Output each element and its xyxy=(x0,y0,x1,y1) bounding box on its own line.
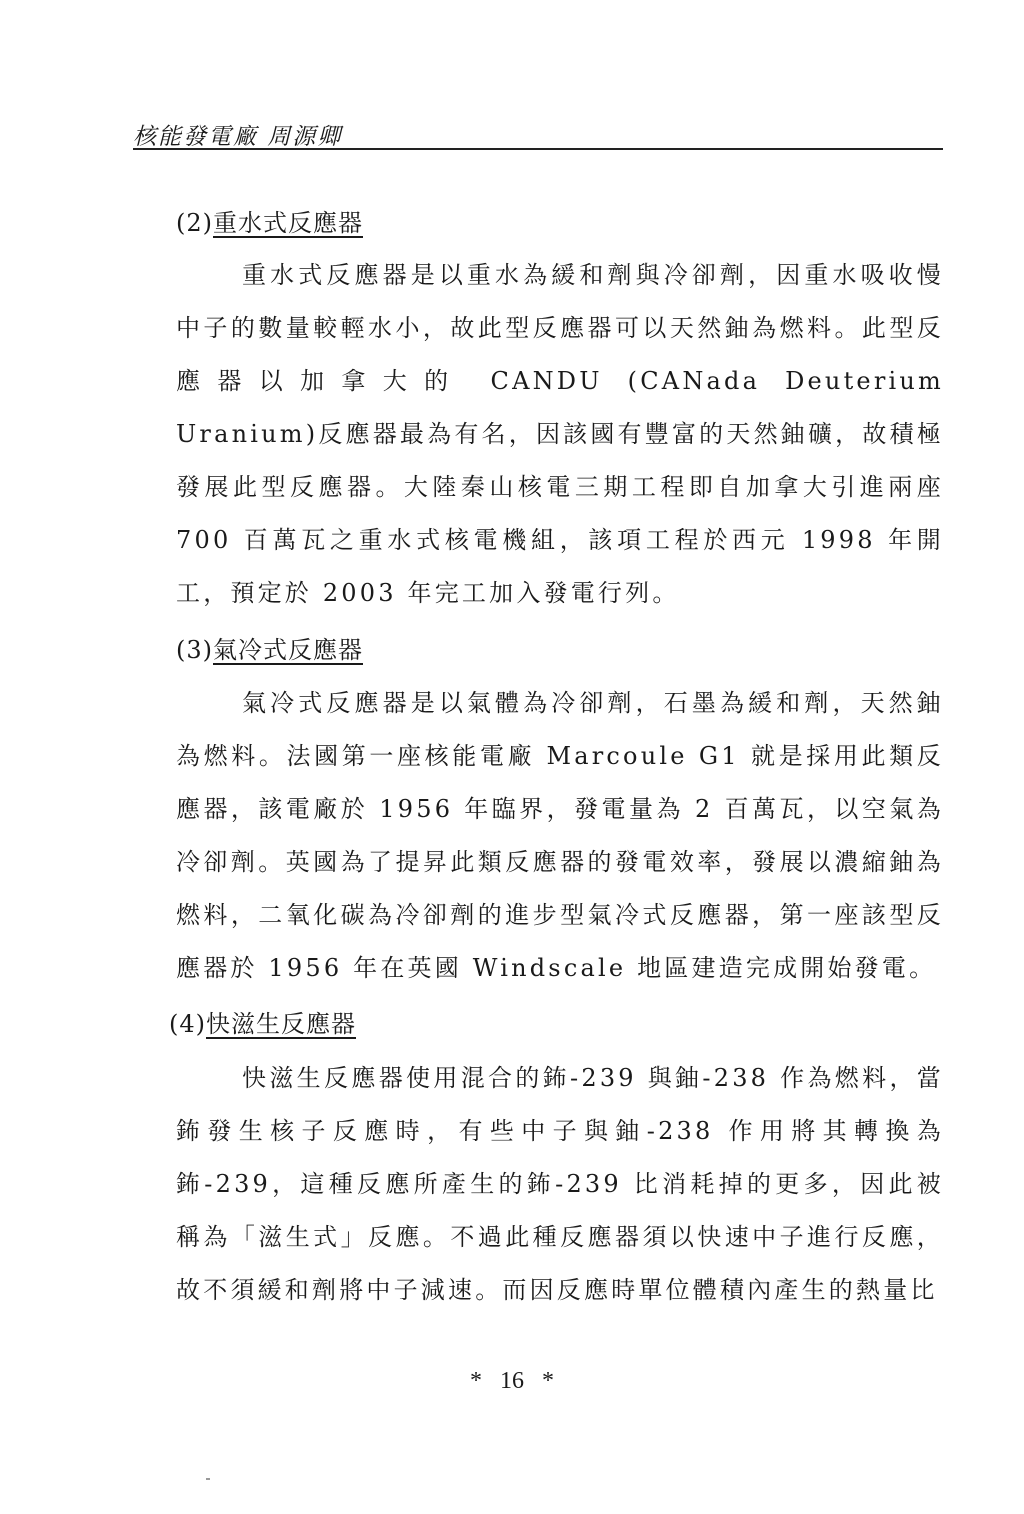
page-number: 16 xyxy=(500,1368,524,1394)
section-heading-2 xyxy=(176,203,363,238)
section-title: 重水式反應器 xyxy=(213,209,363,237)
header-rule xyxy=(133,148,943,150)
section-number: (3) xyxy=(176,636,213,664)
running-header: 核能發電廠 周源卿 xyxy=(133,124,343,150)
footer-star-left: * xyxy=(470,1368,482,1394)
section-title: 氣冷式反應器 xyxy=(213,636,363,664)
page-footer xyxy=(0,1368,1024,1395)
section-number: (2) xyxy=(176,209,213,237)
section-heading-4 xyxy=(169,1004,356,1039)
section-body-3: 氣冷式反應器是以氣體為冷卻劑，石墨為緩和劑，天然鈾為燃料。法國第一座核能電廠 Marcoule G1 就是採用此類反應器，該電廠於 1956 年臨界，發電量為 2 百萬瓦，以空氣為冷卻劑。英國為了提昇此類反應器的發電效率，發展以濃縮鈾為燃料，二氧化碳為冷卻劑的進步型氣冷式反應器，第一座該型反應器於 1956 年在英國 Windscale 地區建造完成開始發電。 xyxy=(176,689,944,982)
section-number: (4) xyxy=(169,1010,206,1038)
section-body-4: 快滋生反應器使用混合的鈽-239 與鈾-238 作為燃料，當鈽發生核子反應時，有些中子與鈾-238 作用將其轉換為鈽-239，這種反應所產生的鈽-239 比消耗掉的更多，因此被稱為「滋生式」反應。不過此種反應器須以快速中子進行反應，故不須緩和劑將中子減速。而因反應時單位體積內產生的熱量比 xyxy=(176,1064,944,1304)
section-body-2: 重水式反應器是以重水為緩和劑與冷卻劑，因重水吸收慢中子的數量較輕水小，故此型反應器可以天然鈾為燃料。此型反應器以加拿大的 CANDU (CANada Deuterium Uranium)反應器最為有名，因該國有豐富的天然鈾礦，故積極發展此型反應器。大陸秦山核電三期工程即自加拿大引進兩座 700 百萬瓦之重水式核電機組，該項工程於西元 1998 年開工，預定於 2003 年完工加入發電行列。 xyxy=(176,261,944,607)
scan-speck xyxy=(206,1478,210,1480)
section-heading-3 xyxy=(176,630,363,665)
footer-star-right: * xyxy=(542,1368,554,1394)
section-title: 快滋生反應器 xyxy=(206,1010,356,1038)
